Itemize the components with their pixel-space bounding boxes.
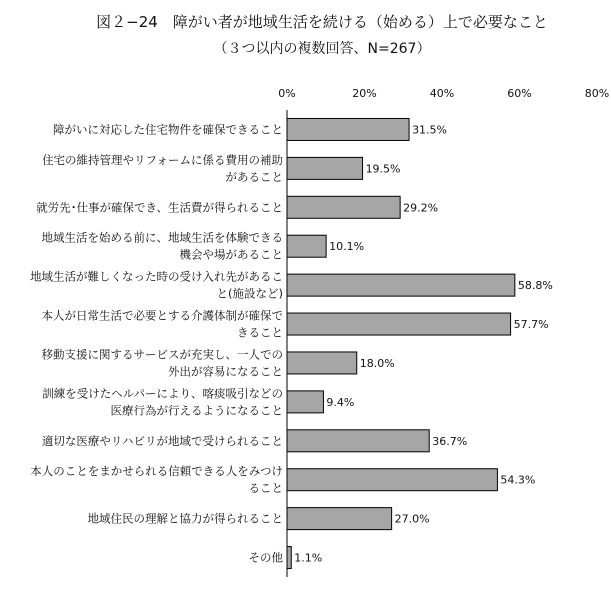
x-axis-ticks bbox=[278, 87, 609, 100]
category-label: 就労先･仕事が確保でき、生活費が得られること bbox=[36, 200, 283, 215]
bar-value-label: 57.7% bbox=[513, 318, 549, 332]
bar-value-label: 54.3% bbox=[500, 473, 536, 487]
category-label: きること bbox=[237, 325, 283, 340]
bar bbox=[287, 313, 511, 335]
category-label: 本人が日常生活で必要とする介護体制が確保で bbox=[41, 308, 283, 323]
bar bbox=[287, 196, 400, 218]
x-tick-label: 20% bbox=[352, 87, 377, 100]
bar bbox=[287, 547, 291, 569]
category-label: 移動支援に関するサービスが充実し、一人での bbox=[41, 347, 283, 362]
category-label: 地域住民の理解と協力が得られること bbox=[87, 511, 283, 526]
bar-value-label: 19.5% bbox=[365, 162, 401, 176]
category-label: ること bbox=[248, 481, 283, 496]
x-tick-label: 0% bbox=[278, 87, 296, 100]
bar-value-label: 9.4% bbox=[326, 395, 355, 409]
bar bbox=[287, 118, 409, 140]
category-label: と(施設など) bbox=[216, 286, 283, 301]
category-label: 訓練を受けたヘルパーにより、喀痰吸引などの bbox=[42, 386, 283, 401]
bar bbox=[287, 274, 515, 296]
category-labels bbox=[30, 122, 283, 564]
x-tick-label: 80% bbox=[584, 87, 610, 100]
category-label: 地域生活が難しくなった時の受け入れ先があるこ bbox=[30, 269, 283, 284]
category-label: 地域生活を始める前に、地域生活を体験できる bbox=[41, 230, 283, 245]
bar bbox=[287, 157, 363, 179]
category-label: 機会や場があること bbox=[179, 247, 283, 262]
bar bbox=[287, 508, 392, 530]
x-tick-label: 40% bbox=[429, 87, 455, 100]
category-label: 適切な医療やリハビリが地域で受けられること bbox=[41, 433, 283, 448]
bar bbox=[287, 469, 497, 491]
category-label: 本人のことをまかせられる信頼できる人をみつけ bbox=[30, 464, 283, 479]
bar bbox=[287, 352, 357, 374]
value-labels bbox=[294, 123, 553, 564]
chart-subtitle: （３つ以内の複数回答、N=267） bbox=[213, 41, 431, 57]
bar-value-label: 58.8% bbox=[517, 279, 553, 293]
category-label: 外出が容易になること bbox=[168, 364, 283, 379]
bar-value-label: 36.7% bbox=[432, 434, 468, 448]
bar-value-label: 27.0% bbox=[394, 512, 430, 526]
bar-value-label: 10.1% bbox=[329, 240, 365, 254]
bar-value-label: 29.2% bbox=[403, 201, 439, 215]
bar bbox=[287, 391, 323, 413]
bars bbox=[287, 118, 515, 568]
category-label: その他 bbox=[248, 550, 283, 565]
category-label: 障がいに対応した住宅物件を確保できること bbox=[53, 122, 283, 137]
category-label: があること bbox=[225, 169, 283, 184]
x-tick-label: 60% bbox=[507, 87, 532, 100]
bar bbox=[287, 430, 429, 452]
bar-value-label: 1.1% bbox=[294, 551, 323, 565]
category-label: 医療行為が行えるようになること bbox=[110, 403, 283, 418]
category-label: 住宅の維持管理やリフォームに係る費用の補助 bbox=[42, 152, 283, 167]
bar bbox=[287, 235, 326, 257]
chart-title: 図２−24 障がい者が地域生活を続ける（始める）上で必要なこと bbox=[96, 13, 548, 31]
bar-value-label: 31.5% bbox=[412, 123, 448, 137]
bar-value-label: 18.0% bbox=[359, 356, 395, 370]
